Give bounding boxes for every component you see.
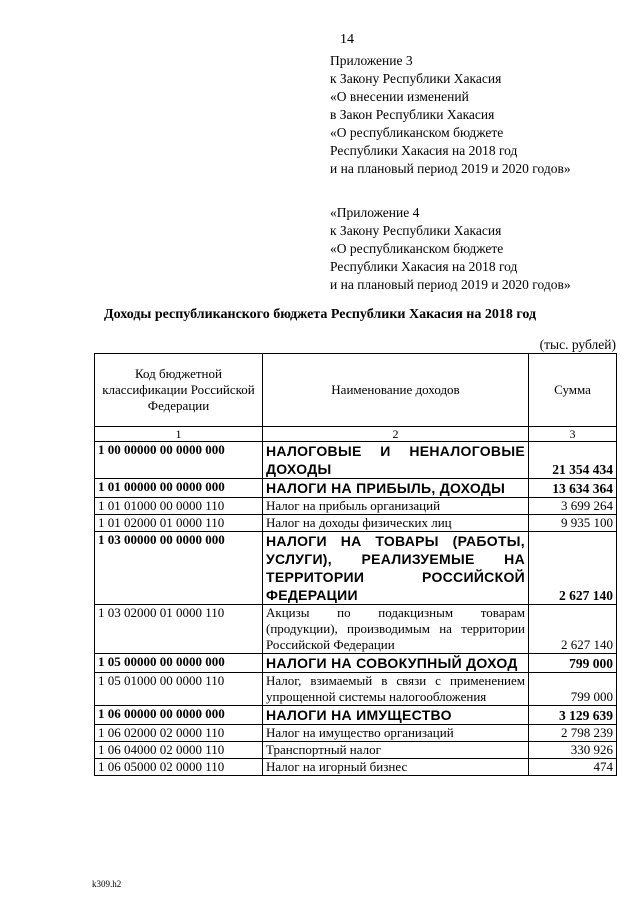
table-row — [95, 654, 617, 673]
budget-code-cell: 1 03 02000 01 0000 110 — [95, 605, 263, 654]
budget-code-cell: 1 06 00000 00 0000 000 — [95, 706, 263, 725]
budget-code-cell: 1 00 00000 00 0000 000 — [95, 442, 263, 479]
column-number: 3 — [529, 427, 617, 442]
header-sum: Сумма — [529, 354, 617, 427]
header-name: Наименование доходов — [263, 354, 529, 427]
appendix-line: «О внесении изменений — [330, 89, 469, 104]
income-name-cell: Акцизы по подакцизным товарам (продукции), производимым на территории Российской Федерации — [263, 605, 529, 654]
appendix-line: «Приложение 4 — [330, 205, 420, 220]
column-number-row — [95, 427, 617, 442]
amount-cell: 3 129 639 — [529, 706, 617, 725]
income-name-cell: Налог на доходы физических лиц — [263, 515, 529, 532]
appendix-line: Республики Хакасия на 2018 год — [330, 143, 518, 158]
table-header-row — [95, 354, 617, 427]
table-row — [95, 442, 617, 479]
amount-cell: 3 699 264 — [529, 498, 617, 515]
amount-cell: 474 — [529, 759, 617, 776]
table-row — [95, 479, 617, 498]
table-row — [95, 673, 617, 706]
header-code: Код бюджетной классификации Российской Федерации — [95, 354, 263, 427]
income-name-cell: Налог на прибыль организаций — [263, 498, 529, 515]
appendix-line: «О республиканском бюджете — [330, 125, 504, 140]
table-row — [95, 532, 617, 605]
appendix-line: к Закону Республики Хакасия — [330, 71, 502, 86]
table-row — [95, 498, 617, 515]
column-number: 1 — [95, 427, 263, 442]
budget-code-cell: 1 01 02000 01 0000 110 — [95, 515, 263, 532]
appendix-4-caption — [330, 204, 571, 294]
units-label: (тыс. рублей) — [539, 337, 616, 352]
amount-cell: 2 798 239 — [529, 725, 617, 742]
budget-code-cell: 1 06 02000 02 0000 110 — [95, 725, 263, 742]
income-name-cell: НАЛОГИ НА СОВОКУПНЫЙ ДОХОД — [263, 654, 529, 673]
appendix-line: к Закону Республики Хакасия — [330, 223, 502, 238]
amount-cell: 21 354 434 — [529, 442, 617, 479]
column-number: 2 — [263, 427, 529, 442]
income-name-cell: Налог, взимаемый в связи с применением упрощенной системы налогообложения — [263, 673, 529, 706]
amount-cell: 2 627 140 — [529, 605, 617, 654]
table-row — [95, 742, 617, 759]
table-row — [95, 759, 617, 776]
budget-code-cell: 1 06 04000 02 0000 110 — [95, 742, 263, 759]
appendix-line: Республики Хакасия на 2018 год — [330, 259, 518, 274]
table-body — [95, 442, 617, 776]
budget-code-cell: 1 05 01000 00 0000 110 — [95, 673, 263, 706]
table-row — [95, 515, 617, 532]
appendix-line: и на плановый период 2019 и 2020 годов» — [330, 161, 571, 176]
income-name-cell: НАЛОГИ НА ТОВАРЫ (РАБОТЫ, УСЛУГИ), РЕАЛИЗУЕМЫЕ НА ТЕРРИТОРИИ РОССИЙСКОЙ ФЕДЕРАЦИИ — [263, 532, 529, 605]
table-row — [95, 725, 617, 742]
table-row — [95, 605, 617, 654]
income-name-cell: НАЛОГИ НА ПРИБЫЛЬ, ДОХОДЫ — [263, 479, 529, 498]
appendix-line: в Закон Республики Хакасия — [330, 107, 495, 122]
income-name-cell: НАЛОГОВЫЕ И НЕНАЛОГОВЫЕ ДОХОДЫ — [263, 442, 529, 479]
amount-cell: 799 000 — [529, 673, 617, 706]
budget-code-cell: 1 01 00000 00 0000 000 — [95, 479, 263, 498]
document-title: Доходы республиканского бюджета Республики Хакасия на 2018 год — [103, 307, 537, 322]
appendix-line: «О республиканском бюджете — [330, 241, 504, 256]
footer-code: k309.h2 — [92, 879, 122, 889]
budget-code-cell: 1 03 00000 00 0000 000 — [95, 532, 263, 605]
page-number: 14 — [340, 32, 354, 47]
amount-cell: 799 000 — [529, 654, 617, 673]
budget-code-cell: 1 01 01000 00 0000 110 — [95, 498, 263, 515]
amount-cell: 13 634 364 — [529, 479, 617, 498]
table-row — [95, 706, 617, 725]
income-name-cell: Транспортный налог — [263, 742, 529, 759]
budget-code-cell: 1 05 00000 00 0000 000 — [95, 654, 263, 673]
income-table — [94, 353, 617, 776]
income-name-cell: Налог на игорный бизнес — [263, 759, 529, 776]
budget-code-cell: 1 06 05000 02 0000 110 — [95, 759, 263, 776]
appendix-3-caption — [330, 52, 571, 178]
appendix-line: Приложение 3 — [330, 53, 413, 68]
income-name-cell: Налог на имущество организаций — [263, 725, 529, 742]
income-name-cell: НАЛОГИ НА ИМУЩЕСТВО — [263, 706, 529, 725]
appendix-line: и на плановый период 2019 и 2020 годов» — [330, 277, 571, 292]
amount-cell: 9 935 100 — [529, 515, 617, 532]
amount-cell: 2 627 140 — [529, 532, 617, 605]
amount-cell: 330 926 — [529, 742, 617, 759]
